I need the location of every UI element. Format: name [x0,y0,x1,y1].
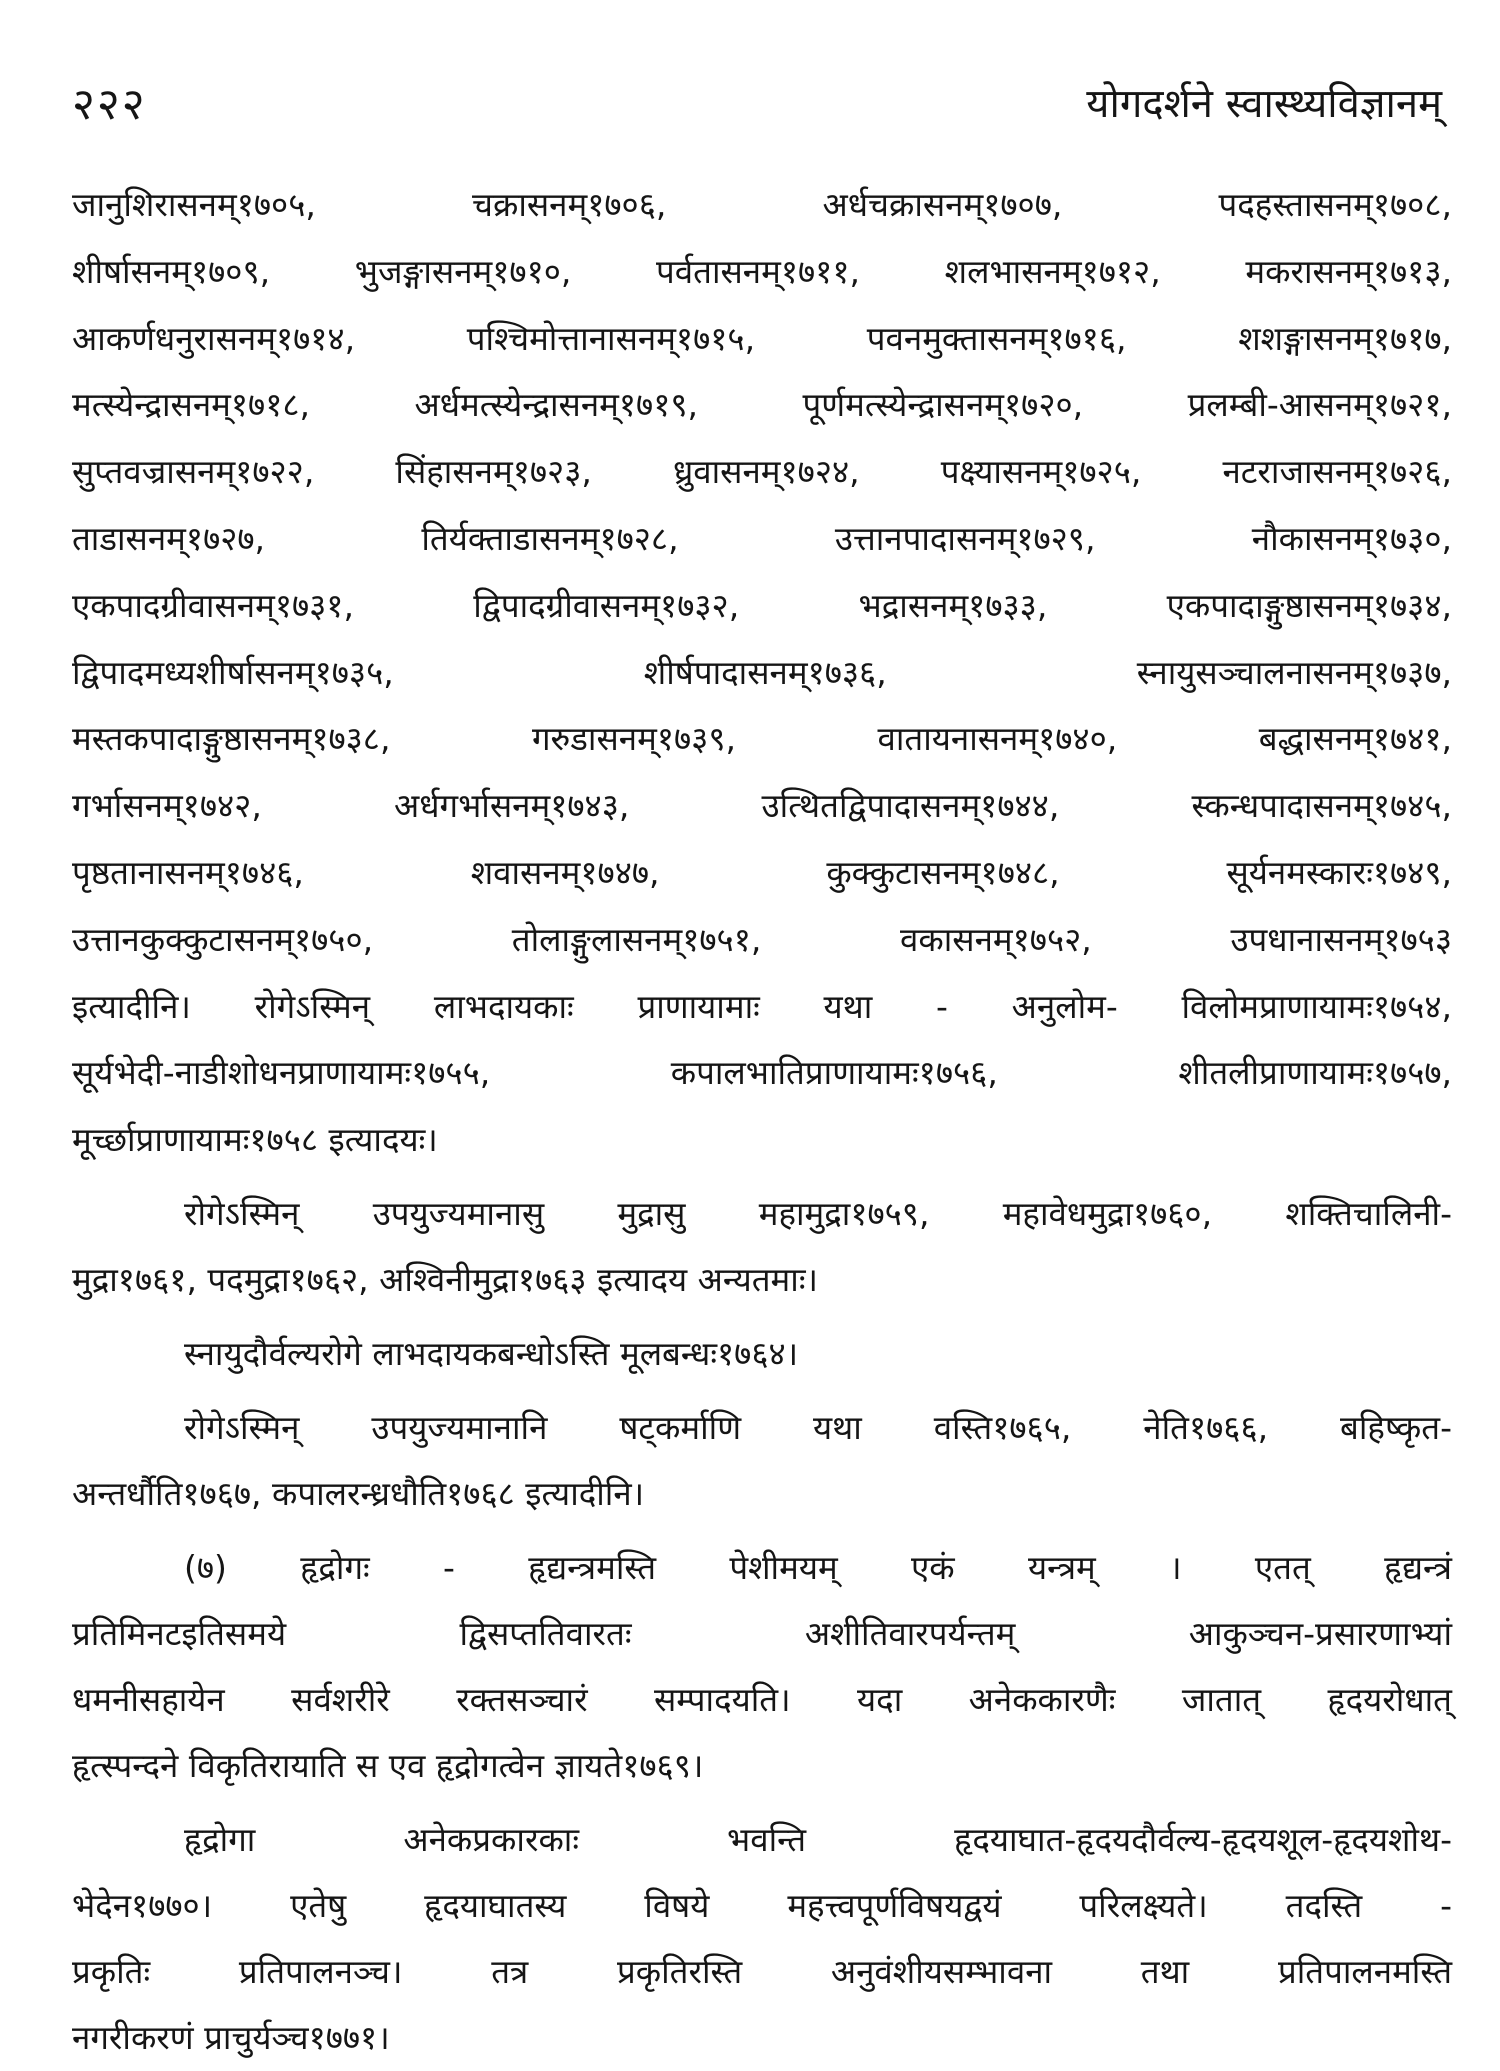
paragraph-line: हृद्रोगा अनेकप्रकारकाः भवन्ति हृदयाघात-हृदयदौर्वल्य-हृदयशूल-हृदयशोथ- [184,1820,1452,1860]
body-text [72,172,1452,2071]
paragraph-line: मुद्रा१७६१, पदमुद्रा१७६२, अश्विनीमुद्रा१७६३ इत्यादय अन्यतमाः। [72,1260,819,1300]
asana-list-line: आकर्णधनुरासनम्१७१४, पश्चिमोत्तानासनम्१७१५, पवनमुक्तासनम्१७१६, शशङ्गासनम्१७१७, [72,318,1452,358]
asana-list-line: शीर्षासनम्१७०९, भुजङ्गासनम्१७१०, पर्वतासनम्१७११, शलभासनम्१७१२, मकरासनम्१७१३, [72,251,1452,291]
asana-list-line: मस्तकपादाङ्गुष्ठासनम्१७३८, गरुडासनम्१७३९, वातायनासनम्१७४०, बद्धासनम्१७४१, [72,719,1452,759]
shatkarma-paragraph [72,1395,1452,1527]
paragraph-line: मूर्च्छाप्राणायामः१७५८ इत्यादयः। [72,1120,438,1160]
hridroga-types-paragraph [72,1807,1452,2071]
asana-list-line: मत्स्येन्द्रासनम्१७१८, अर्धमत्स्येन्द्रासनम्१७१९, पूर्णमत्स्येन्द्रासनम्१७२०, प्रलम्बी-आसनम्१७२१, [72,385,1452,425]
paragraph-line: (७) हृद्रोगः - हृद्यन्त्रमस्ति पेशीमयम् एकं यन्त्रम् । एतत् हृद्यन्त्रं [184,1548,1452,1588]
bandha-paragraph [72,1321,1452,1387]
asana-list-line: सुप्तवज्रासनम्१७२२, सिंहासनम्१७२३, ध्रुवासनम्१७२४, पक्ष्यासनम्१७२५, नटराजासनम्१७२६, [72,452,1452,492]
asana-list-line: उत्तानकुक्कुटासनम्१७५०, तोलाङ्गुलासनम्१७५१, वकासनम्१७५२, उपधानासनम्१७५३ [72,919,1452,959]
paragraph-line: प्रकृतिः प्रतिपालनञ्च। तत्र प्रकृतिरस्ति अनुवंशीयसम्भावना तथा प्रतिपालनमस्ति [72,1952,1452,1992]
hridroga-paragraph [72,1535,1452,1799]
page-number: २२२ [72,79,147,130]
paragraph-line: स्नायुदौर्वल्यरोगे लाभदायकबन्धोऽस्ति मूलबन्धः१७६४। [184,1334,799,1374]
asana-list-line: ताडासनम्१७२७, तिर्यक्ताडासनम्१७२८, उत्तानपादासनम्१७२९, नौकासनम्१७३०, [72,518,1452,558]
paragraph-line: हृत्स्पन्दने विकृतिरायाति स एव हृद्रोगत्वेन ज्ञायते१७६९। [72,1746,704,1786]
asana-list-line: जानुशिरासनम्१७०५, चक्रासनम्१७०६, अर्धचक्रासनम्१७०७, पदहस्तासनम्१७०८, [72,185,1452,224]
paragraph-line: प्रतिमिनटइतिसमये द्विसप्ततिवारतः अशीतिवारपर्यन्तम् आकुञ्चन-प्रसारणाभ्यां [72,1614,1452,1654]
pranayama-line: सूर्यभेदी-नाडीशोधनप्राणायामः१७५५, कपालभातिप्राणायामः१७५६, शीतलीप्राणायामः१७५७, [72,1053,1452,1093]
paragraph-line: धमनीसहायेन सर्वशरीरे रक्तसञ्चारं सम्पादयति। यदा अनेककारणैः जातात् हृदयरोधात् [72,1680,1452,1720]
asana-list-line: द्विपादमध्यशीर्षासनम्१७३५, शीर्षपादासनम्१७३६, स्नायुसञ्चालनासनम्१७३७, [72,652,1452,692]
asana-list-line: एकपादग्रीवासनम्१७३१, द्विपादग्रीवासनम्१७३२, भद्रासनम्१७३३, एकपादाङ्गुष्ठासनम्१७३४, [72,585,1452,625]
pranayama-line: इत्यादीनि। रोगेऽस्मिन् लाभदायकाः प्राणायामाः यथा - अनुलोम- विलोमप्राणायामः१७५४, [72,986,1452,1026]
paragraph-line: भेदेन१७७०। एतेषु हृदयाघातस्य विषये महत्त्वपूर्णविषयद्वयं परिलक्ष्यते। तदस्ति - [72,1886,1452,1926]
running-title: योगदर्शने स्वास्थ्यविज्ञानम् [1086,81,1442,127]
paragraph-line: रोगेऽस्मिन् उपयुज्यमानासु मुद्रासु महामुद्रा१७५९, महावेधमुद्रा१७६०, शक्तिचालिनी- [184,1194,1452,1234]
mudra-paragraph [72,1181,1452,1313]
paragraph-line: रोगेऽस्मिन् उपयुज्यमानानि षट्कर्माणि यथा वस्ति१७६५, नेति१७६६, बहिष्कृत- [184,1408,1452,1448]
pranayama-end-paragraph [72,1107,1452,1173]
paragraph-line: अन्तर्धौति१७६७, कपालरन्ध्रधौति१७६८ इत्यादीनि। [72,1474,645,1514]
paragraph-line: नगरीकरणं प्राचुर्यञ्च१७७१। [72,2018,390,2058]
asana-list-line: पृष्ठतानासनम्१७४६, शवासनम्१७४७, कुक्कुटासनम्१७४८, सूर्यनमस्कारः१७४९, [72,852,1452,892]
asana-list-line: गर्भासनम्१७४२, अर्धगर्भासनम्१७४३, उत्थितद्विपादासनम्१७४४, स्कन्धपादासनम्१७४५, [72,786,1452,826]
